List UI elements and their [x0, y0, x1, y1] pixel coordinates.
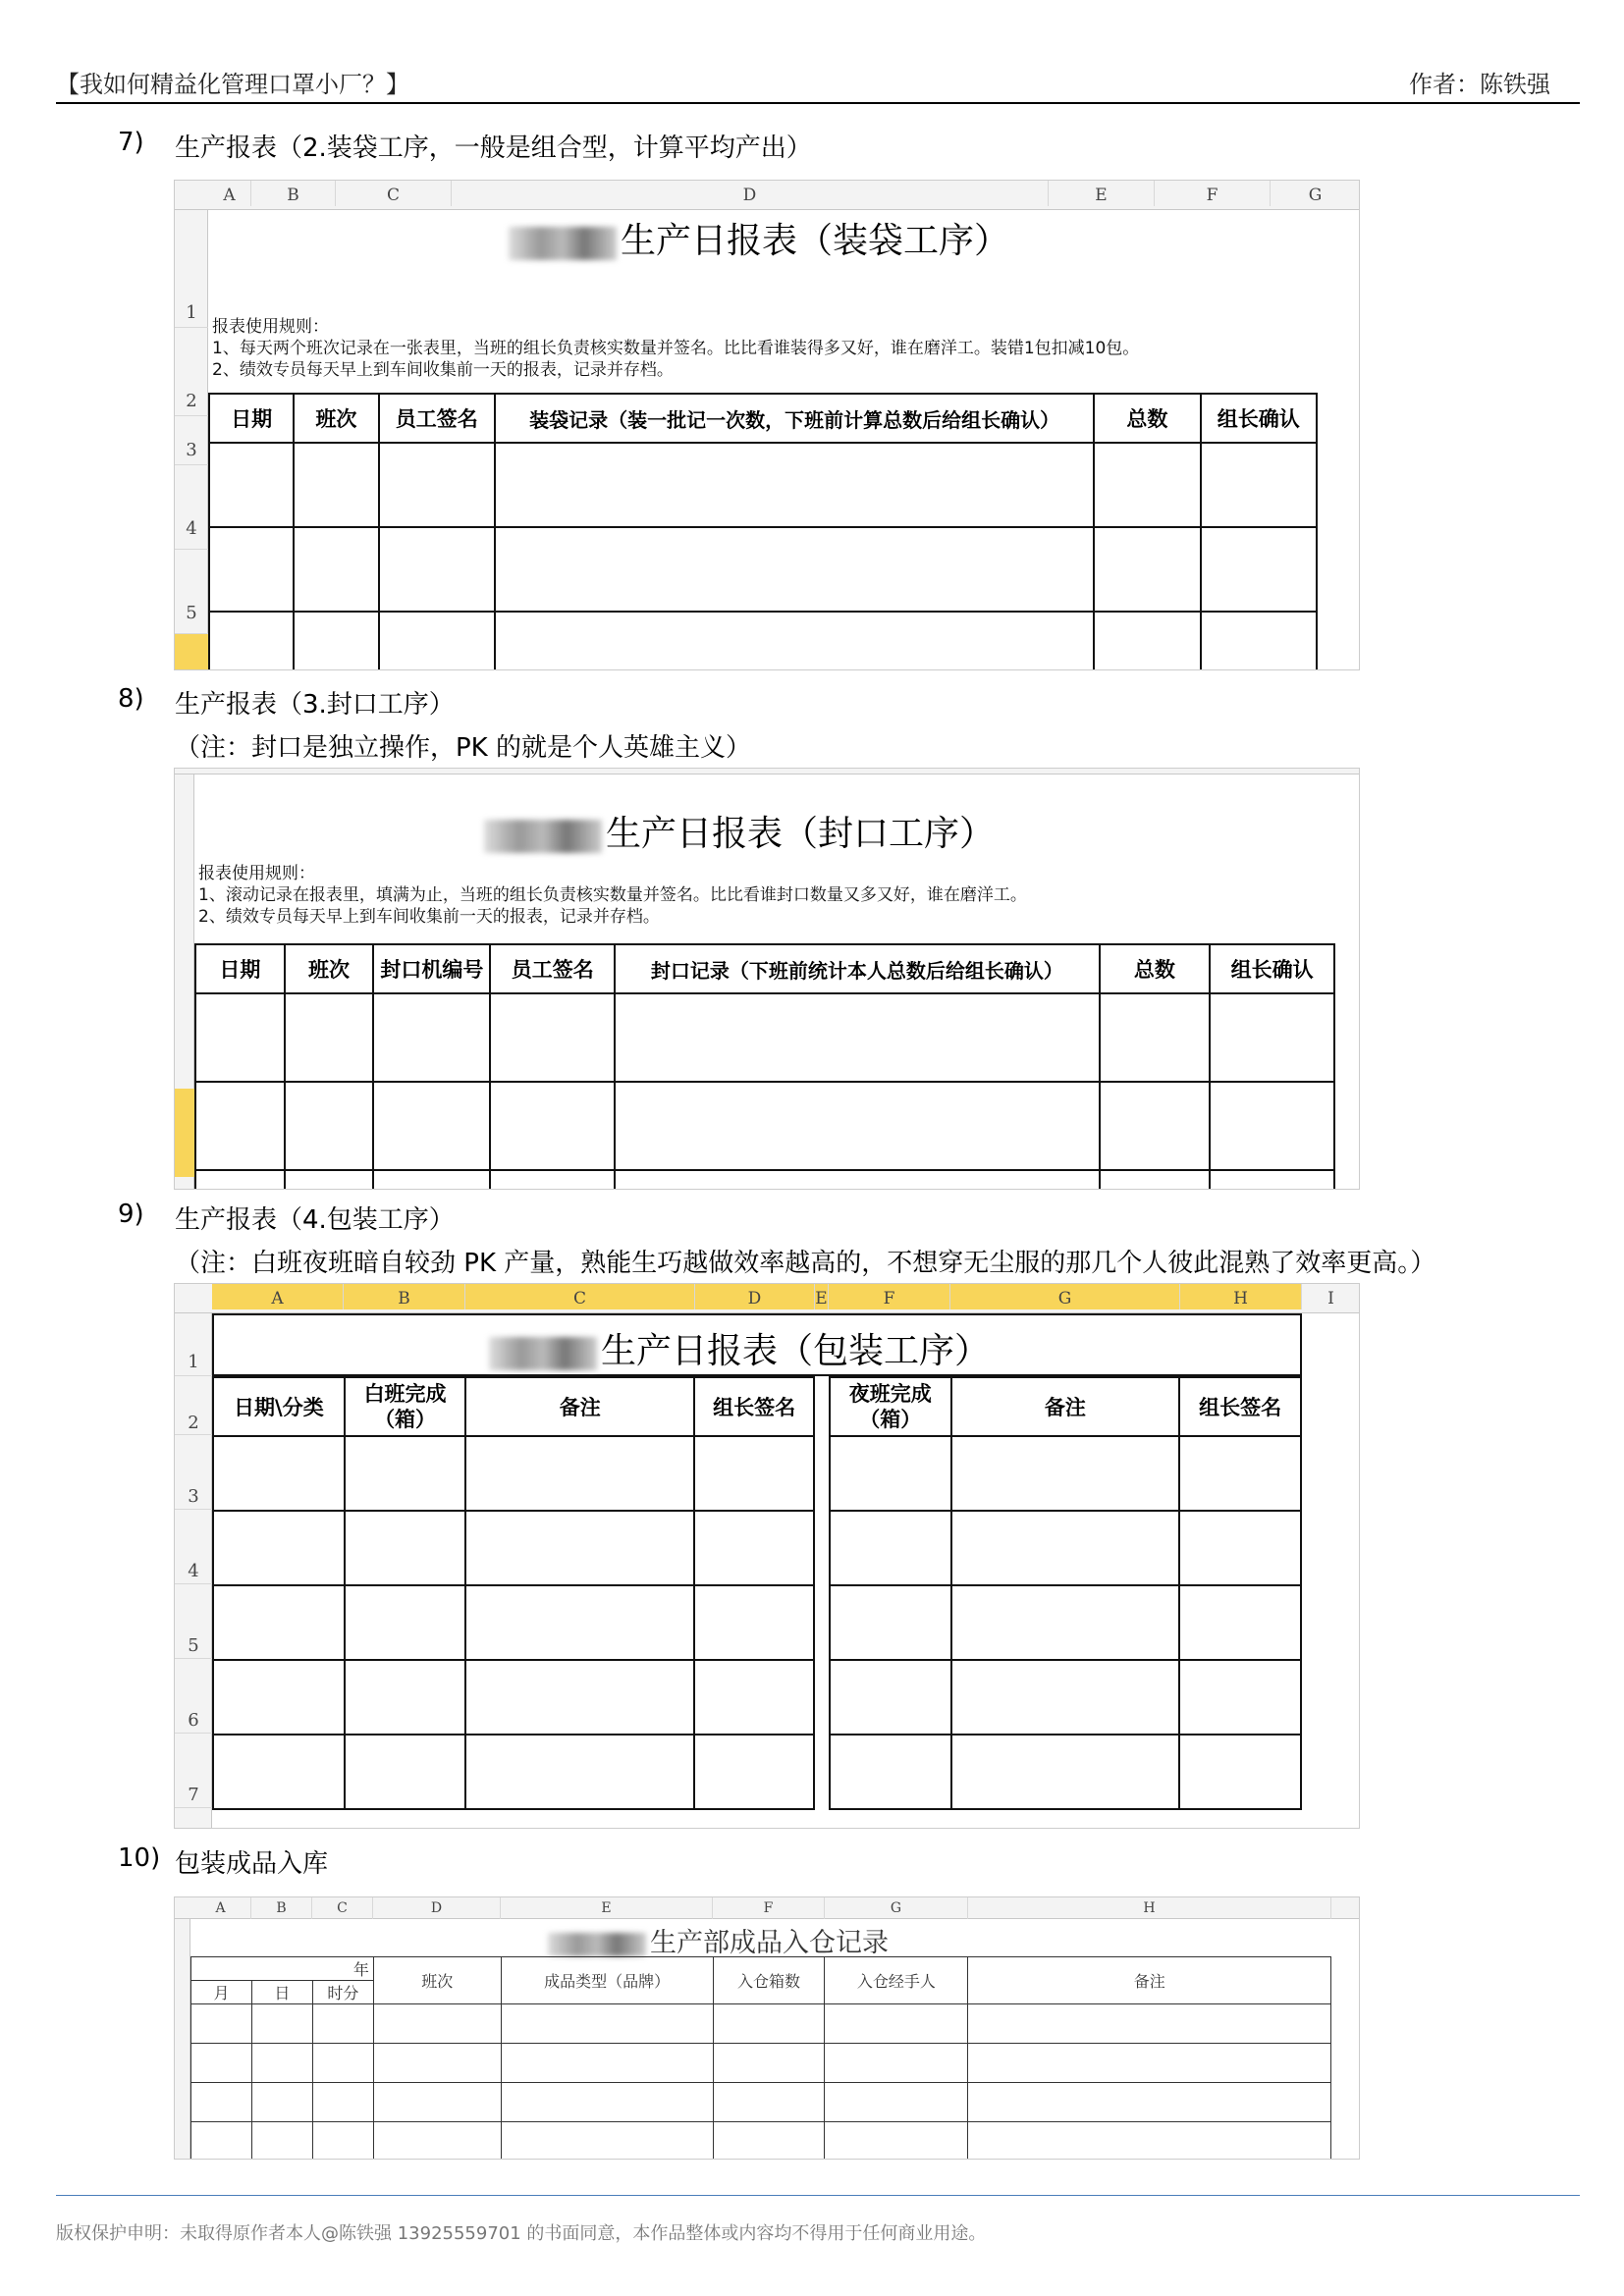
cell[interactable] — [1179, 1660, 1301, 1735]
col-shift: 班次 — [285, 944, 374, 993]
cell[interactable] — [195, 1082, 285, 1170]
row-header-bar — [175, 1919, 190, 2159]
table-row — [213, 1660, 814, 1735]
col-b[interactable]: B — [344, 1284, 465, 1309]
cell[interactable] — [373, 1082, 490, 1170]
col-h[interactable]: H — [1180, 1284, 1302, 1309]
cell[interactable] — [501, 2083, 713, 2122]
cell[interactable] — [830, 1511, 951, 1585]
cell[interactable] — [373, 993, 490, 1082]
table-row — [191, 2044, 1331, 2083]
cell[interactable] — [951, 1436, 1180, 1511]
section-number: 7) — [118, 128, 144, 157]
cell[interactable] — [968, 2044, 1331, 2083]
cell[interactable] — [345, 1585, 466, 1660]
cell[interactable] — [294, 527, 378, 612]
sheet-bagging — [174, 180, 1360, 670]
col-a[interactable]: A — [190, 1897, 251, 1919]
col-h[interactable]: H — [968, 1897, 1331, 1919]
table-row — [830, 1660, 1301, 1735]
cell[interactable] — [694, 1660, 814, 1735]
col-month: 月 — [191, 1981, 252, 2004]
cell[interactable] — [285, 993, 374, 1082]
col-total: 总数 — [1100, 944, 1211, 993]
cell[interactable] — [501, 2004, 713, 2044]
col-day-output: 白班完成（箱） — [345, 1377, 466, 1436]
col-leader-confirm: 组长确认 — [1210, 944, 1334, 993]
cell[interactable] — [1094, 443, 1200, 527]
cell[interactable] — [830, 1660, 951, 1735]
cell[interactable] — [213, 1660, 345, 1735]
section-title: 生产报表（3.封口工序） — [175, 690, 455, 720]
cell[interactable] — [379, 612, 495, 670]
table-row — [195, 993, 1334, 1082]
col-shift: 班次 — [373, 1957, 501, 2004]
day-shift-table — [212, 1376, 815, 1810]
cell[interactable] — [209, 527, 294, 612]
row-3[interactable]: 3 — [175, 416, 208, 465]
rule-2: 2、绩效专员每天早上到车间收集前一天的报表，记录并存档。 — [198, 907, 660, 927]
table-row — [830, 1585, 1301, 1660]
col-c[interactable]: C — [312, 1897, 373, 1919]
cell[interactable] — [1201, 527, 1317, 612]
table-row — [209, 612, 1317, 670]
copyright-footer — [56, 2195, 1580, 2245]
section-number: 10) — [118, 1843, 161, 1873]
cell[interactable] — [825, 2044, 968, 2083]
author: 作者：陈铁强 — [1409, 71, 1550, 98]
col-d[interactable]: D — [452, 181, 1049, 206]
table-row — [209, 443, 1317, 527]
cell[interactable] — [191, 2044, 252, 2083]
rule-2: 2、绩效专员每天早上到车间收集前一天的报表，记录并存档。 — [212, 360, 674, 380]
cell[interactable] — [285, 1082, 374, 1170]
cell[interactable] — [490, 1082, 615, 1170]
cell[interactable] — [968, 2122, 1331, 2161]
cell[interactable] — [465, 1660, 694, 1735]
col-signature: 员工签名 — [490, 944, 615, 993]
col-e[interactable]: E — [815, 1284, 829, 1309]
section-title: 生产报表（4.包装工序） — [175, 1205, 455, 1235]
col-c[interactable]: C — [336, 181, 452, 206]
table-row — [213, 1735, 814, 1809]
redacted-company — [484, 820, 602, 853]
cell[interactable] — [968, 2004, 1331, 2044]
cell[interactable] — [830, 1585, 951, 1660]
row-3[interactable]: 3 — [175, 1435, 212, 1510]
col-i[interactable]: I — [1302, 1284, 1360, 1309]
col-handler: 入仓经手人 — [825, 1957, 968, 2004]
cell[interactable] — [1210, 1082, 1334, 1170]
cell[interactable] — [373, 1170, 490, 1190]
rule-1: 1、滚动记录在报表里，填满为止，当班的组长负责核实数量并签名。比比看谁封口数量又多又好，谁在磨洋工。 — [198, 885, 1027, 905]
rules-heading: 报表使用规则： — [198, 864, 315, 883]
cell[interactable] — [465, 1735, 694, 1809]
cell[interactable] — [951, 1660, 1180, 1735]
sheet-title-text: 生产日报表（包装工序） — [601, 1331, 991, 1371]
col-e[interactable]: E — [1049, 181, 1155, 206]
cell[interactable] — [1179, 1511, 1301, 1585]
table-row — [195, 1170, 1334, 1190]
cell[interactable] — [615, 1082, 1100, 1170]
col-date: 日期 — [195, 944, 285, 993]
cell[interactable] — [373, 2044, 501, 2083]
cell[interactable] — [1179, 1436, 1301, 1511]
sheet-title — [489, 1323, 990, 1373]
cell[interactable] — [195, 1170, 285, 1190]
cell[interactable] — [951, 1735, 1180, 1809]
selected-row[interactable] — [175, 1089, 194, 1177]
col-g[interactable]: G — [950, 1284, 1180, 1309]
cell[interactable] — [1100, 1082, 1211, 1170]
cell[interactable] — [209, 612, 294, 670]
table-row — [191, 2004, 1331, 2044]
section-number: 9) — [118, 1200, 144, 1229]
redacted-company — [548, 1933, 646, 1956]
night-shift-table — [829, 1376, 1302, 1810]
cell[interactable] — [373, 2122, 501, 2161]
row-2[interactable]: 2 — [175, 1376, 212, 1435]
cell[interactable] — [825, 2122, 968, 2161]
row-header-bar — [175, 774, 194, 1189]
col-a[interactable]: A — [212, 1284, 344, 1309]
cell[interactable] — [495, 527, 1094, 612]
warehouse-table — [190, 1956, 1331, 2160]
cell[interactable] — [830, 1436, 951, 1511]
rule-1: 1、每天两个班次记录在一张表里，当班的组长负责核实数量并签名。比比看谁装得多又好，谁在磨洋工。装错1包扣减10包。 — [212, 339, 1140, 358]
col-f[interactable]: F — [713, 1897, 825, 1919]
cell[interactable] — [968, 2083, 1331, 2122]
sheet-title — [509, 213, 1009, 263]
cell[interactable] — [373, 2083, 501, 2122]
sheet-title-text: 生产日报表（装袋工序） — [621, 221, 1010, 261]
book-title: 【我如何精益化管理口罩小厂？】 — [56, 71, 409, 98]
row-4[interactable]: 4 — [175, 1510, 212, 1584]
row-2[interactable]: 2 — [175, 328, 208, 416]
cell[interactable] — [251, 2083, 312, 2122]
cell[interactable] — [951, 1585, 1180, 1660]
table-row — [830, 1511, 1301, 1585]
col-date: 日期 — [209, 394, 294, 443]
sheet-warehouse — [174, 1896, 1360, 2160]
cell[interactable] — [209, 443, 294, 527]
table-row — [209, 527, 1317, 612]
table-row — [213, 1436, 814, 1511]
table-row — [195, 1082, 1334, 1170]
col-machine-no: 封口机编号 — [373, 944, 490, 993]
cell[interactable] — [379, 443, 495, 527]
col-e[interactable]: E — [501, 1897, 713, 1919]
table-row — [191, 2122, 1331, 2161]
cell[interactable] — [1201, 612, 1317, 670]
table-row — [213, 1585, 814, 1660]
col-shift: 班次 — [294, 394, 378, 443]
cell[interactable] — [1210, 993, 1334, 1082]
sheet-title-text: 生产部成品入仓记录 — [650, 1928, 889, 1958]
row-5[interactable]: 5 — [175, 1584, 212, 1659]
table-row — [213, 1511, 814, 1585]
cell[interactable] — [251, 2122, 312, 2161]
col-leader-confirm: 组长确认 — [1201, 394, 1317, 443]
cell[interactable] — [615, 993, 1100, 1082]
cell[interactable] — [312, 2083, 373, 2122]
cell[interactable] — [694, 1511, 814, 1585]
col-day: 日 — [251, 1981, 312, 2004]
sealing-table — [194, 943, 1335, 1190]
cell[interactable] — [195, 993, 285, 1082]
row-header-bar — [175, 210, 208, 669]
cell[interactable] — [465, 1436, 694, 1511]
cell[interactable] — [191, 2122, 252, 2161]
cell[interactable] — [501, 2122, 713, 2161]
cell[interactable] — [490, 993, 615, 1082]
col-g[interactable]: G — [825, 1897, 968, 1919]
cell[interactable] — [294, 443, 378, 527]
col-d[interactable]: D — [373, 1897, 501, 1919]
column-header-bar — [175, 769, 1359, 774]
col-b[interactable]: B — [251, 1897, 312, 1919]
cell[interactable] — [345, 1735, 466, 1809]
col-f[interactable]: F — [829, 1284, 950, 1309]
section-title: 包装成品入库 — [175, 1849, 329, 1879]
col-a[interactable]: A — [208, 181, 251, 206]
cell[interactable] — [825, 2083, 968, 2122]
section-note: （注：封口是独立操作，PK 的就是个人英雄主义） — [175, 733, 751, 763]
cell[interactable] — [825, 2004, 968, 2044]
cell[interactable] — [1179, 1735, 1301, 1809]
column-header-bar — [175, 1284, 1359, 1313]
cell[interactable] — [615, 1170, 1100, 1190]
cell[interactable] — [465, 1511, 694, 1585]
column-header-bar — [175, 181, 1359, 210]
sheet-title — [548, 1921, 889, 1959]
col-boxes: 入仓箱数 — [713, 1957, 825, 2004]
row-header-bar — [175, 1313, 212, 1828]
rules-heading: 报表使用规则： — [212, 317, 329, 337]
year-label: 年 — [191, 1957, 374, 1981]
usage-rules — [212, 316, 1139, 381]
cell[interactable] — [251, 2004, 312, 2044]
col-night-output: 夜班完成（箱） — [830, 1377, 951, 1436]
cell[interactable] — [191, 2004, 252, 2044]
row-4[interactable]: 4 — [175, 465, 208, 550]
col-time: 时分 — [312, 1981, 373, 2004]
col-date-category: 日期\分类 — [213, 1377, 345, 1436]
cell[interactable] — [830, 1735, 951, 1809]
redacted-company — [509, 227, 617, 260]
cell[interactable] — [345, 1436, 466, 1511]
row-1[interactable]: 1 — [175, 210, 208, 328]
cell[interactable] — [251, 2044, 312, 2083]
row-5[interactable]: 5 — [175, 550, 208, 634]
table-row — [191, 2083, 1331, 2122]
cell[interactable] — [1210, 1170, 1334, 1190]
cell[interactable] — [345, 1660, 466, 1735]
col-remark: 备注 — [465, 1377, 694, 1436]
cell[interactable] — [1094, 527, 1200, 612]
col-b[interactable]: B — [251, 181, 336, 206]
section-note: （注：白班夜班暗自较劲 PK 产量，熟能生巧越做效率越高的，不想穿无尘服的那几个人彼此混熟了效率更高。） — [175, 1249, 1436, 1278]
col-signature: 员工签名 — [379, 394, 495, 443]
table-row — [830, 1436, 1301, 1511]
row-6[interactable]: 6 — [175, 1659, 212, 1734]
cell[interactable] — [1100, 1170, 1211, 1190]
cell[interactable] — [694, 1436, 814, 1511]
cell[interactable] — [713, 2083, 825, 2122]
cell[interactable] — [379, 527, 495, 612]
col-c[interactable]: C — [465, 1284, 695, 1309]
cell[interactable] — [713, 2044, 825, 2083]
cell[interactable] — [465, 1585, 694, 1660]
redacted-company — [489, 1337, 597, 1370]
cell[interactable] — [213, 1511, 345, 1585]
cell[interactable] — [951, 1511, 1180, 1585]
cell[interactable] — [1094, 612, 1200, 670]
usage-rules — [198, 863, 1027, 928]
cell[interactable] — [213, 1436, 345, 1511]
row-6[interactable] — [175, 634, 208, 670]
cell[interactable] — [713, 2004, 825, 2044]
sheet-title-text: 生产日报表（封口工序） — [606, 814, 996, 854]
col-remark: 备注 — [968, 1957, 1331, 2004]
cell[interactable] — [312, 2122, 373, 2161]
section-title: 生产报表（2.装袋工序，一般是组合型，计算平均产出） — [175, 133, 812, 163]
col-g[interactable]: G — [1271, 181, 1360, 206]
col-sealing-record: 封口记录（下班前统计本人总数后给组长确认） — [615, 944, 1100, 993]
sheet-title — [484, 806, 995, 856]
cell[interactable] — [312, 2004, 373, 2044]
column-header-bar — [175, 1897, 1359, 1919]
copyright-text: 版权保护申明：未取得原作者本人@陈铁强 13925559701 的书面同意，本作品整体或内容均不得用于任何商业用途。 — [56, 2223, 987, 2244]
cell[interactable] — [1179, 1585, 1301, 1660]
cell[interactable] — [694, 1585, 814, 1660]
table-row — [830, 1735, 1301, 1809]
cell[interactable] — [495, 612, 1094, 670]
section-number: 8) — [118, 684, 144, 714]
col-product-type: 成品类型（品牌） — [501, 1957, 713, 2004]
cell[interactable] — [285, 1170, 374, 1190]
cell[interactable] — [490, 1170, 615, 1190]
cell[interactable] — [694, 1735, 814, 1809]
col-leader-sign: 组长签名 — [1179, 1377, 1301, 1436]
col-total: 总数 — [1094, 394, 1200, 443]
sheet-sealing — [174, 768, 1360, 1190]
col-f[interactable]: F — [1155, 181, 1271, 206]
col-d[interactable]: D — [695, 1284, 815, 1309]
page-header — [56, 63, 1580, 104]
cell[interactable] — [713, 2122, 825, 2161]
col-bagging-record: 装袋记录（装一批记一次数，下班前计算总数后给组长确认） — [495, 394, 1094, 443]
sheet-packing — [174, 1283, 1360, 1829]
cell[interactable] — [373, 2004, 501, 2044]
cell[interactable] — [495, 443, 1094, 527]
row-7[interactable]: 7 — [175, 1734, 212, 1808]
cell[interactable] — [213, 1735, 345, 1809]
col-remark: 备注 — [951, 1377, 1180, 1436]
cell[interactable] — [345, 1511, 466, 1585]
cell[interactable] — [312, 2044, 373, 2083]
cell[interactable] — [294, 612, 378, 670]
row-1[interactable]: 1 — [175, 1313, 212, 1376]
cell[interactable] — [213, 1585, 345, 1660]
cell[interactable] — [1100, 993, 1211, 1082]
bagging-table — [208, 393, 1318, 670]
cell[interactable] — [1201, 443, 1317, 527]
cell[interactable] — [501, 2044, 713, 2083]
cell[interactable] — [191, 2083, 252, 2122]
col-leader-sign: 组长签名 — [694, 1377, 814, 1436]
